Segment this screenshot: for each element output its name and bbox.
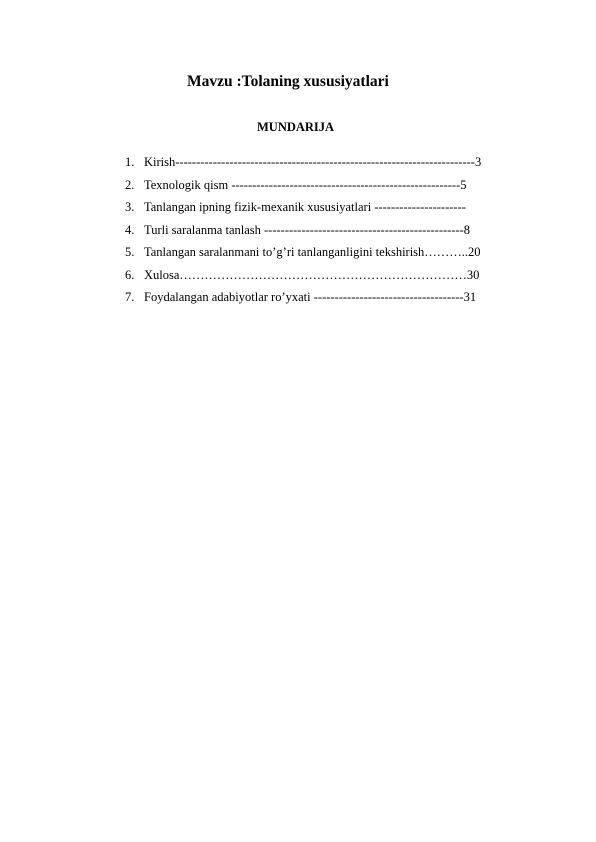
toc-item-text: Xulosa……………………………………………………………30 [144, 267, 480, 282]
toc-item-number: 7. [125, 290, 135, 304]
table-of-contents [125, 155, 481, 313]
toc-item [125, 245, 481, 268]
toc-item-text: Kirish------------------------------------------------------------------------3 [144, 155, 482, 169]
toc-item-number: 5. [125, 245, 135, 259]
toc-item-number: 1. [125, 155, 135, 169]
document-title: Mavzu :Tolaning xususiyatlari [187, 73, 389, 90]
toc-item-number: 3. [125, 200, 135, 214]
toc-heading: MUNDARIJA [257, 120, 335, 134]
toc-item-number: 6. [125, 267, 135, 282]
toc-item-text: Texnologik qism -------------------------------------------------------5 [144, 177, 467, 192]
toc-item-text: Foydalangan adabiyotlar ro’yxati ------------------------------------31 [144, 290, 477, 304]
toc-item [125, 268, 481, 291]
toc-item-text: Turli saralanma tanlash ------------------------------------------------8 [144, 222, 471, 237]
toc-item [125, 200, 481, 223]
toc-item [125, 155, 481, 178]
toc-item [125, 223, 481, 246]
toc-item [125, 290, 481, 313]
toc-item-number: 4. [125, 222, 135, 237]
toc-item [125, 178, 481, 201]
toc-item-text: Tanlangan saralanmani to’g’ri tanlanganligini tekshirish………..20 [144, 245, 481, 259]
toc-item-number: 2. [125, 177, 135, 192]
toc-item-text: Tanlangan ipning fizik-mexanik xususiyatlari ---------------------- [144, 200, 466, 214]
